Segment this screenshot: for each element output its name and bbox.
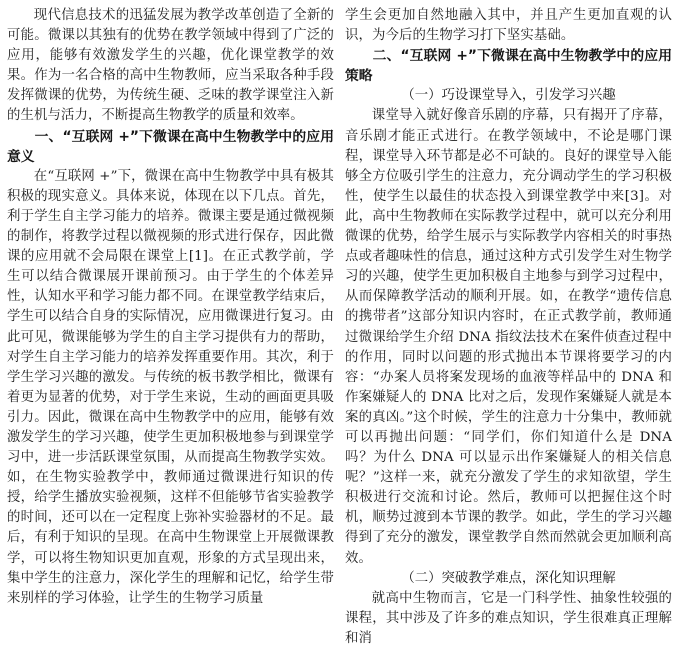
subsection-1-heading: （一）巧设课堂导入，引发学习兴趣: [401, 88, 616, 104]
right-column: [345, 6, 672, 649]
intro-paragraph: 现代信息技术的迅猛发展为教学改革创造了全新的可能。微课以其独有的优势在教学领域中得到了广泛的应用，能够有效激发学生的兴趣，优化课堂教学的效果。作为一名合格的高中生物教师，应当采取各种手段发挥微课的优势，为传统生硬、乏味的教学课堂注入新的生机与活力，不断提高生物教学的质量和效率。: [7, 8, 334, 124]
section-2-heading: 二、“互联网 +”下微课在高中生物教学中的应用策略: [345, 48, 672, 85]
continuation-paragraph: 学生会更加自然地融入其中，并且产生更加直观的认识，为今后的生物学习打下坚实基础。: [345, 8, 672, 44]
section-1-heading: 一、“互联网 +”下微课在高中生物教学中的应用意义: [7, 128, 334, 165]
section-1-body: 在“互联网 +”下，微课在高中生物教学中具有极其积极的现实意义。具体来说，体现在以下几点。首先，利于学生自主学习能力的培养。微课主要是通过微视频的制作，将教学过程以微视频的形式进行保存，因此微课的应用就不会局限在课堂上[1]。在正式教学前，学生可以结合微课展开课前预习。由于学生的个体差异性，认知水平和学习能力都不同。在课堂教学结束后，学生可以结合自身的实际情况，应用微课进行复习。由此可见，微课能够为学生的自主学习提供有力的帮助，对学生自主学习能力的培养发挥重要作用。其次，利于学生学习兴趣的激发。与传统的板书教学相比，微课有着更为显著的优势，对于学生来说，生动的画面更具吸引力。因此，微课在高中生物教学中的应用，能够有效激发学生的学习兴趣，使学生更加积极地参与到课堂学习中，进一步活跃课堂氛围，从而提高生物教学实效。如，在生物实验教学中，教师通过微课进行知识的传授，给学生播放实验视频，这样不但能够节省实验教学的时间，还可以在一定程度上弥补实验器材的不足。最后，有利于知识的呈现。在高中生物课堂上开展微课教学，可以将生物知识更加直观，形象的方式呈现出来，集中学生的注意力，深化学生的理解和记忆，给学生带来别样的学习体验，让学生的生物学习质量: [7, 168, 334, 606]
subsection-2-body: 就高中生物而言，它是一门科学性、抽象性较强的课程，其中涉及了许多的难点知识，学生很难真正理解和消: [345, 590, 672, 646]
subsection-1-body: 课堂导入就好像音乐剧的序幕，只有揭开了序幕，音乐剧才能正式进行。在教学领域中，不论是哪门课程，课堂导入环节都是必不可缺的。良好的课堂导入能够全方位吸引学生的注意力，充分调动学生的学习积极性，使学生以最佳的状态投入到课堂教学中来[3]。对此，高中生物教师在实际教学过程中，就可以充分利用微课的优势，给学生展示与实际教学内容相关的时事热点或者趣味性的信息，通过这种方式引发学生对生物学习的兴趣，使学生更加积极自主地参与到学习过程中，从而保障教学活动的顺利开展。如，在教学“遗传信息的携带者”这部分知识内容时，在正式教学前，教师通过微课给学生介绍 DNA 指纹法技术在案件侦查过程中的作用，同时以问题的形式抛出本节课将要学习的内容：“办案人员将案发现场的血液等样品中的 DNA 和作案嫌疑人的 DNA 比对之后，发现作案嫌疑人就是本案的真凶。”这个时候，学生的注意力十分集中，教师就可以再抛出问题：“同学们，你们知道什么是 DNA 吗？为什么 DNA 可以显示出作案嫌疑人的相关信息呢？”这样一来，就充分激发了学生的求知欲望，学生积极进行交流和讨论。然后，教师可以把握住这个时机，顺势过渡到本节课的教学。如此，学生的学习兴趣得到了充分的激发，课堂教学自然而然就会更加顺利高效。: [345, 108, 672, 566]
subsection-2-heading: （二）突破教学难点，深化知识理解: [401, 570, 616, 586]
left-column: [7, 6, 334, 649]
